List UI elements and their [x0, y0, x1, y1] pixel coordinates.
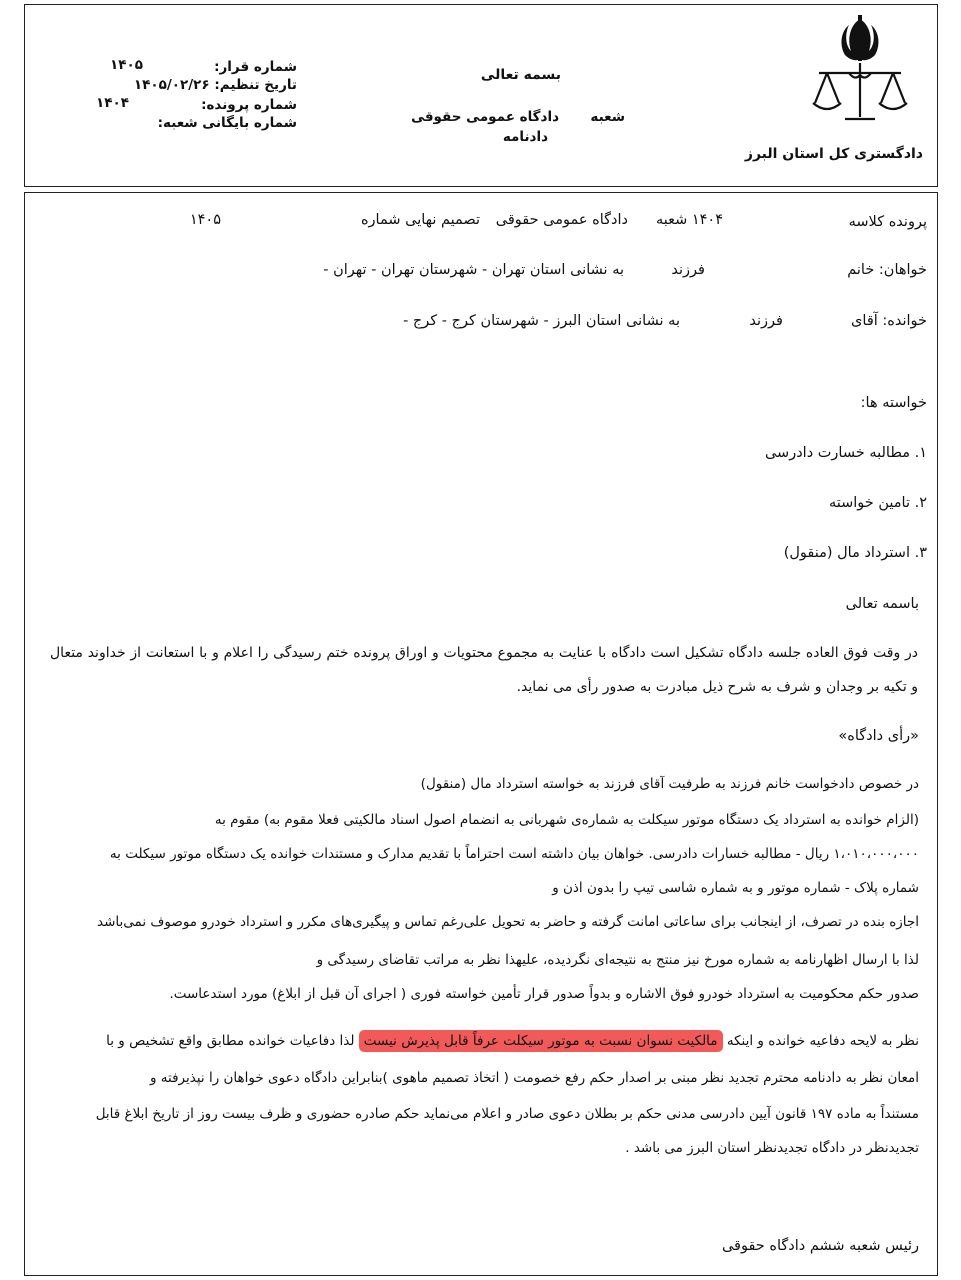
case-number-value: ۱۴۰۴	[96, 95, 129, 111]
issue-date: تاریخ تنظیم: ۱۴۰۵/۰۲/۲۶	[133, 77, 297, 93]
case-final-number: ۱۴۰۵	[189, 212, 221, 228]
request-item: ۲. تامین خواسته	[828, 495, 927, 511]
verdict-line: ۱،۰۱۰،۰۰۰،۰۰۰ ریال - مطالبه خسارات دادرسی. خواهان بیان داشته است احتراماً با تقدیم مدارک و مستندات خوانده یک دستگاه موتور سیکلت به	[109, 846, 919, 862]
reasoning-line: مستنداً به ماده ۱۹۷ قانون آیین دادرسی مدنی حکم بر بطلان دعوی صادر و اعلام می‌نماید حکم صادره حضوری و ظرف بیست روز از تاریخ ابلاغ قابل	[95, 1106, 919, 1122]
branch-label: شعبه	[590, 109, 625, 125]
reasoning-line	[106, 1033, 919, 1049]
judiciary-name: دادگستری کل استان البرز	[744, 146, 923, 162]
verdict-line: شماره پلاک - شماره موتور و به شماره شاسی تیپ را بدون اذن و	[552, 880, 919, 896]
request-item: ۱. مطالبه خسارت دادرسی	[764, 445, 927, 461]
case-class-label: پرونده کلاسه	[848, 214, 927, 230]
header-bismillah: بسمه تعالی	[480, 67, 561, 83]
case-court: دادگاه عمومی حقوقی	[495, 212, 628, 228]
signature-title: رئیس شعبه ششم دادگاه حقوقی	[721, 1238, 919, 1254]
plaintiff-address: به نشانی استان تهران - شهرستان تهران - تهران -	[323, 262, 624, 278]
court-name: دادگاه عمومی حقوقی	[411, 109, 559, 125]
reasoning-line: تجدیدنظر در دادگاه تجدیدنظر استان البرز می باشد .	[625, 1140, 919, 1156]
doc-type: دادنامه	[502, 129, 548, 145]
case-branch: ۱۴۰۴ شعبه	[655, 212, 723, 228]
body-bismillah: باسمه تعالی	[845, 596, 919, 612]
request-item: ۳. استرداد مال (منقول)	[783, 545, 927, 561]
highlighted-phrase: مالکیت نسوان نسبت به موتور سیکلت عرفاً قابل پذیرش نیست	[359, 1030, 723, 1052]
case-number-label: شماره پرونده:	[201, 97, 297, 113]
verdict-line: (الزام خوانده به استرداد یک دستگاه موتور سیکلت به شماره‌ی شهربانی به انضمام اصول اسناد مالکیتی فعلا مقوم به) مقوم به	[214, 812, 919, 828]
verdict-title: «رأی دادگاه»	[838, 728, 919, 744]
intro-paragraph: در وقت فوق العاده جلسه دادگاه تشکیل است دادگاه با عنایت به مجموع محتویات و اوراق پرونده ختم رسیدگی را اعلام و با استعانت از خداوند متعال و تکیه بر وجدان و شرف به شرح ذیل مبادرت به صدور رأی می نماید.	[50, 645, 918, 695]
reasoning-before: نظر به لایحه دفاعیه خوانده و اینکه	[726, 1033, 919, 1049]
reasoning-line: امعان نظر به دادنامه محترم تجدید نظر مبنی بر اصدار حکم رفع خصومت ( اتخاذ تصمیم ماهوی )بنابراین دادگاه دعوی خواهان را نپذیرفته و	[149, 1070, 919, 1086]
judiciary-emblem-icon	[805, 11, 915, 126]
reasoning-after: لذا دفاعیات خوانده مطابق واقع تشخیص و با	[106, 1033, 355, 1049]
verdict-line: در خصوص دادخواست خانم فرزند به طرفیت آقای فرزند به خواسته استرداد مال (منقول)	[420, 776, 919, 792]
decision-number-label: شماره قرار:	[214, 59, 297, 75]
defendant-address: به نشانی استان البرز - شهرستان کرج - کرج -	[403, 313, 680, 329]
verdict-line: لذا با ارسال اظهارنامه به شماره مورخ نیز منتج به نتیجه‌ای نگردیده، علیهذا نظر به مراتب تقاضای رسیدگی و	[316, 952, 919, 968]
archive-number-label: شماره بایگانی شعبه:	[157, 115, 297, 131]
verdict-line: صدور حکم محکومیت به استرداد خودرو فوق الاشاره و بدواً صدور قرار تأمین خواسته فوری ( اجرای آن قبل از ابلاغ) مورد استدعاست.	[169, 986, 919, 1002]
verdict-line: اجازه بنده در تصرف، از اینجانب برای ساعاتی امانت گرفته و حاضر به تحویل علی‌رغم تماس و پیگیری‌های مکرر و استرداد خودرو موصوف نمی‌باشد	[97, 914, 919, 930]
document-header	[24, 4, 938, 187]
decision-number-value: ۱۴۰۵	[110, 57, 143, 73]
requests-title: خواسته ها:	[860, 395, 927, 411]
defendant-label: خوانده: آقای	[851, 313, 927, 329]
plaintiff-child: فرزند	[671, 262, 705, 278]
defendant-child: فرزند	[749, 313, 783, 329]
case-final-label: تصمیم نهایی شماره	[360, 212, 480, 228]
plaintiff-label: خواهان: خانم	[847, 262, 927, 278]
